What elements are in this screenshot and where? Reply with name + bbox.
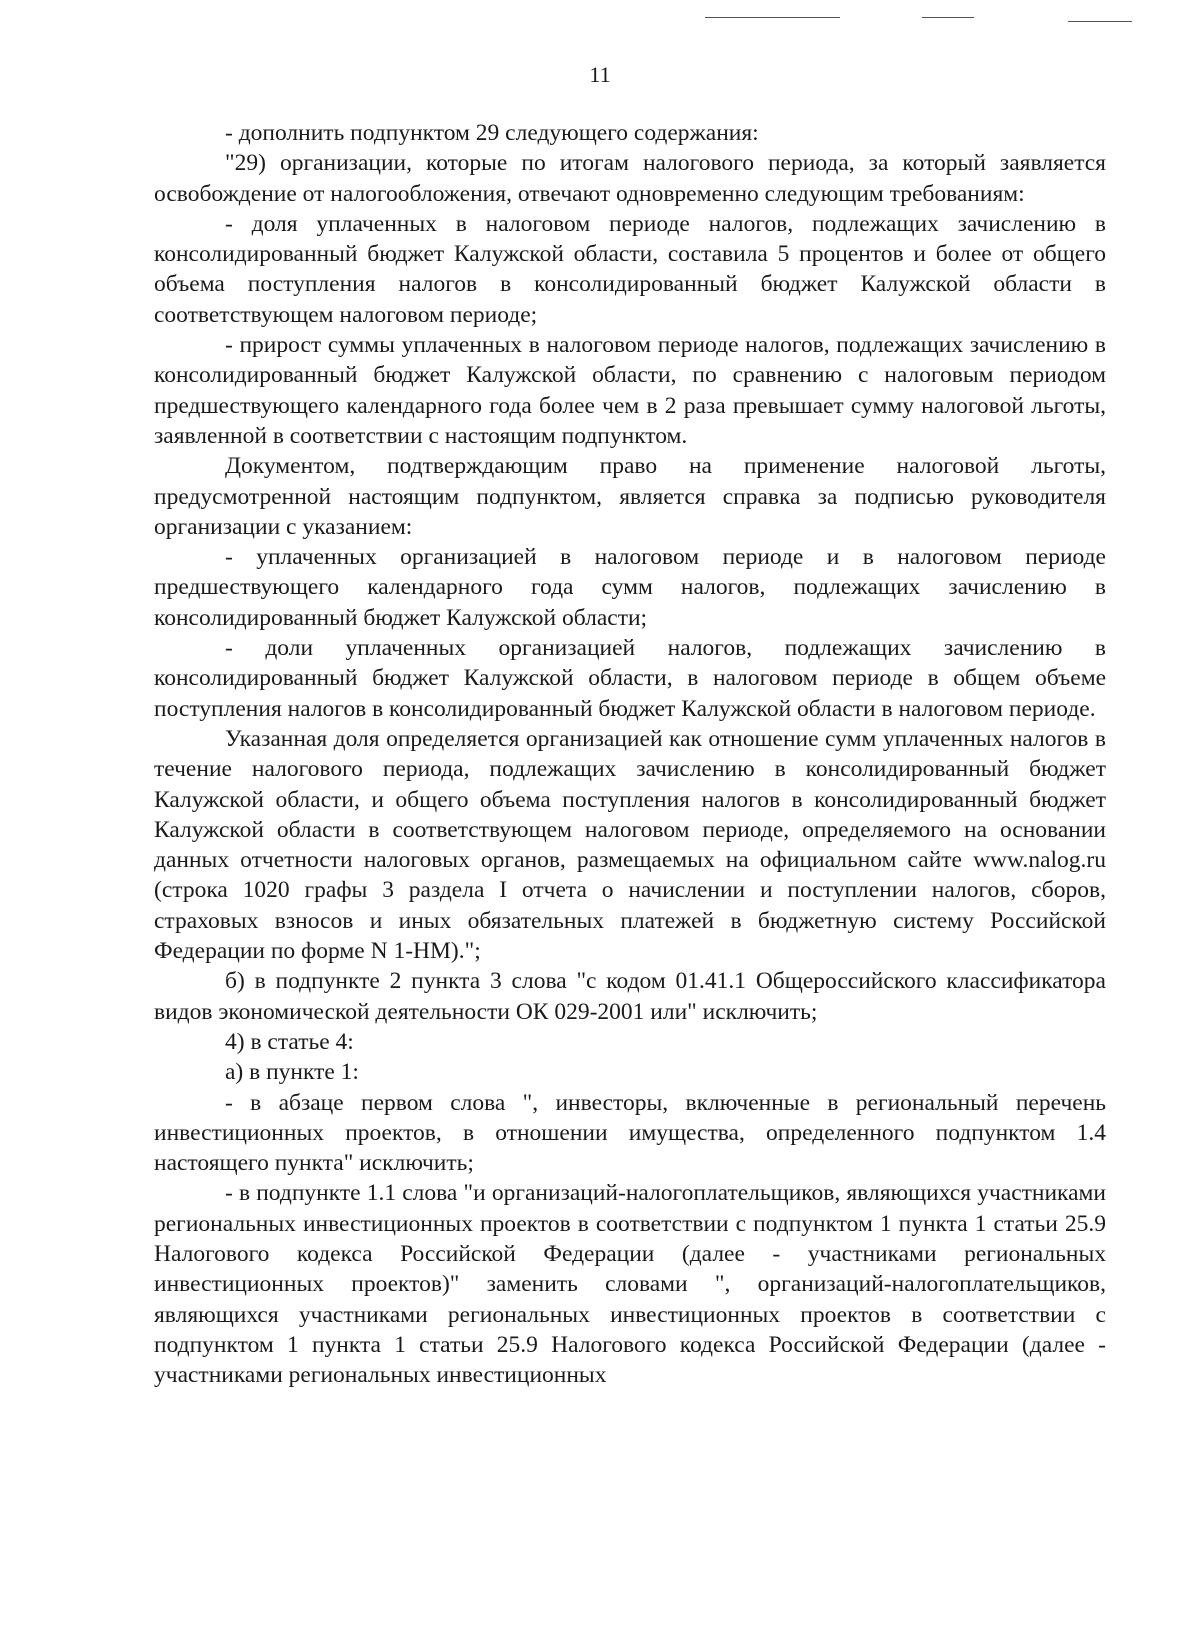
paragraph-subpoint-29: "29) организации, которые по итогам налогового периода, за который заявляется освобождение от налогообложения, отвечают одновременно следующим требованиям:	[154, 150, 1106, 207]
paragraph-subpoint-2-point-3: б) в подпункте 2 пункта 3 слова "с кодом 01.41.1 Общероссийского классификатора видов экономической деятельности ОК 029-2001 или" исключить;	[154, 968, 1106, 1025]
scan-artifact-line	[1068, 21, 1132, 22]
scan-artifact-line	[705, 17, 840, 18]
paragraph-share-definition: Указанная доля определяется организацией как отношение сумм уплаченных налогов в течение налогового периода, подлежащих зачислению в консолидированный бюджет Калужской области, и общего объема поступления налогов в консолидированный бюджет Калужской области в соответствующем налоговом периоде, определяемого на основании данных отчетности налоговых органов, размещаемых на официальном сайте www.nalog.ru (строка 1020 графы 3 раздела I отчета о начислении и поступлении налогов, сборов, страховых взносов и иных обязательных платежей в бюджетную систему Российской Федерации по форме N 1-НМ).";	[154, 725, 1106, 965]
paragraph-confirming-document: Документом, подтверждающим право на применение налоговой льготы, предусмотренной настоящим подпунктом, является справка за подписью руководителя организации с указанием:	[154, 453, 1106, 540]
paragraph-article-4: 4) в статье 4:	[225, 1028, 354, 1055]
paragraph-first-abzac: - в абзаце первом слова ", инвесторы, включенные в региональный перечень инвестиционных проектов, в отношении имущества, определенного подпунктом 1.4 настоящего пункта" исключить;	[154, 1089, 1106, 1177]
paragraph-point-1: а) в пункте 1:	[225, 1059, 359, 1086]
document-body	[154, 118, 1106, 1390]
scan-artifact-line	[922, 17, 974, 18]
paragraph-subpoint-1-1: - в подпункте 1.1 слова "и организаций-налогоплательщиков, являющихся участниками региональных инвестиционных проектов в соответствии с подпунктом 1 пункта 1 статьи 25.9 Налогового кодекса Российской Федерации (далее - участниками региональных инвестиционных проектов)" заменить словами ", организаций-налогоплательщиков, являющихся участниками региональных инвестиционных проектов в соответствии с подпунктом 1 пункта 1 статьи 25.9 Налогового кодекса Российской Федерации (далее - участниками региональных инвестиционных	[154, 1180, 1106, 1389]
paragraph-tax-share: - доля уплаченных в налоговом периоде налогов, подлежащих зачислению в консолидированный бюджет Калужской области, составила 5 процентов и более от общего объема поступления налогов в консолидированный бюджет Калужской области в соответствующем налоговом периоде;	[154, 210, 1106, 328]
paragraph-paid-taxes: - уплаченных организацией в налоговом периоде и в налоговом периоде предшествующего календарного года сумм налогов, подлежащих зачислению в консолидированный бюджет Калужской области;	[154, 544, 1106, 631]
page-number: 11	[589, 62, 611, 87]
paragraph-add-subpoint: - дополнить подпунктом 29 следующего содержания:	[225, 120, 759, 146]
paragraph-tax-growth: - прирост суммы уплаченных в налоговом периоде налогов, подлежащих зачислению в консолидированный бюджет Калужской области, по сравнению с налоговым периодом предшествующего календарного года более чем в 2 раза превышает сумму налоговой льготы, заявленной в соответствии с настоящим подпунктом.	[154, 332, 1106, 449]
paragraph-tax-share-detail: - доли уплаченных организацией налогов, подлежащих зачислению в консолидированный бюджет Калужской области, в налоговом периоде в общем объеме поступления налогов в консолидированный бюджет Калужской области в налоговом периоде.	[154, 635, 1106, 722]
